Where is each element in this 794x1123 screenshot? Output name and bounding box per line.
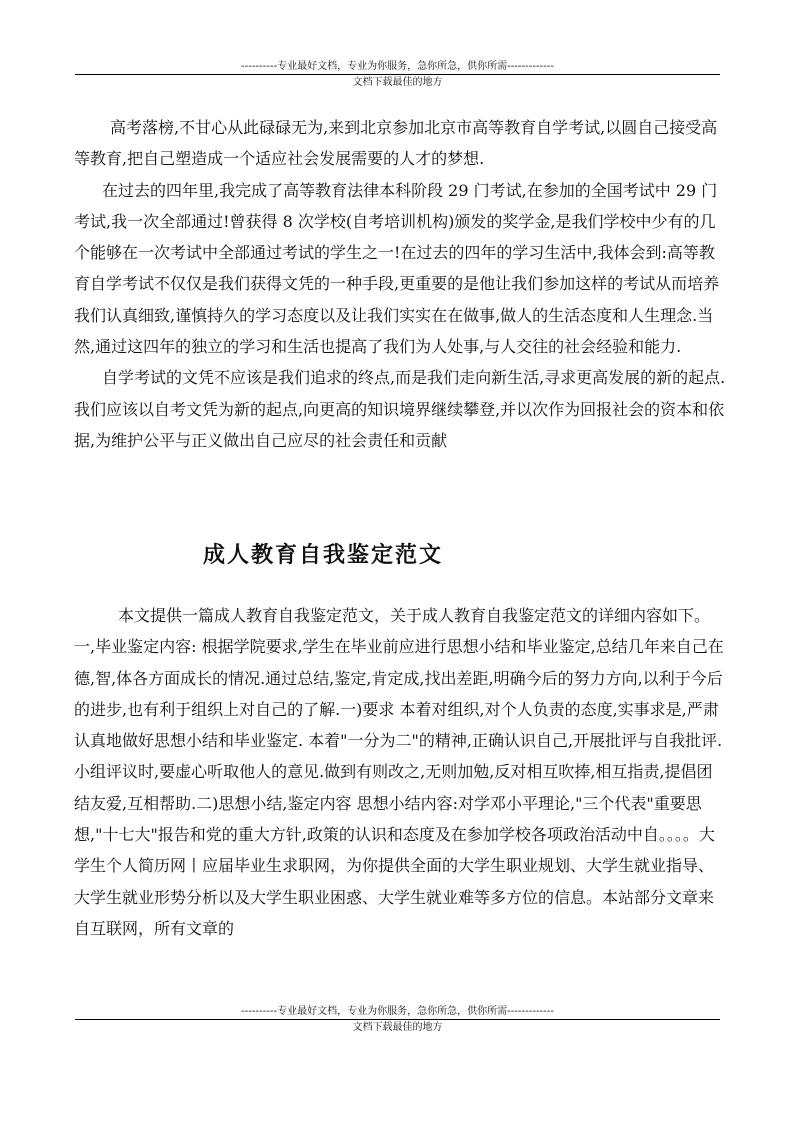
page-footer (75, 1006, 720, 1034)
footer-subtitle: 文档下载最佳的地方 (352, 1022, 443, 1033)
footer-tagline: ----------专业最好文档，专业为你服务，急你所急，供你所需------------- (241, 1006, 554, 1017)
article-paragraph: 本文提供一篇成人教育自我鉴定范文，关于成人教育自我鉴定范文的详细内容如下。一,毕业鉴定内容: 根据学院要求,学生在毕业前应进行思想小结和毕业鉴定,总结几年来自己在德,智,体各方面成长的情况.通过总结,鉴定,肯定成,找出差距,明确今后的努力方向,以利于今后的进步,也有利于组织上对自己的了解.一)要求 本着对组织,对个人负责的态度,实事求是,严肃认真地做好思想小结和毕业鉴定. 本着"一分为二"的精神,正确认识自己,开展批评与自我批评.小组评议时,要虚心听取他人的意见.做到有则改之,无则加勉,反对相互吹捧,相互指责,提倡团结友爱,互相帮助.二)思想小结,鉴定内容 思想小结内容:对学邓小平理论,"三个代表"重要思想,"十七大"报告和党的重大方针,政策的认识和态度及在参加学校各项政治活动中自。。。。大学生个人简历网丨应届毕业生求职网，为你提供全面的大学生职业规划、大学生就业指导、大学生就业形势分析以及大学生职业困惑、大学生就业难等多方位的信息。本站部分文章来自互联网，所有文章的 (74, 606, 724, 938)
intro-section (74, 112, 726, 456)
intro-paragraph-3: 自学考试的文凭不应该是我们追求的终点,而是我们走向新生活,寻求更高发展的新的起点.我们应该以自考文凭为新的起点,向更高的知识境界继续攀登,并以次作为回报社会的资本和依据,为维护公平与正义做出自己应尽的社会责任和贡献 (74, 368, 726, 450)
intro-paragraph-2: 在过去的四年里,我完成了高等教育法律本科阶段 29 门考试,在参加的全国考试中 29 门考试,我一次全部通过!曾获得 8 次学校(自考培训机构)颁发的奖学金,是我们学校中少有的几个能够在一次考试中全部通过考试的学生之一!在过去的四年的学习生活中,我体会到:高等教育自学考试不仅仅是我们获得文凭的一种手段,更重要的是他让我们参加这样的考试从而培养我们认真细致,谨慎持久的学习态度以及让我们实实在在做事,做人的生活态度和人生理念.当然,通过这四年的独立的学习和生活也提高了我们为人处事,与人交往的社会经验和能力. (74, 180, 720, 357)
article-title-text: 成人教育自我鉴定范文 (202, 542, 443, 568)
intro-paragraph-1: 高考落榜,不甘心从此碌碌无为,来到北京参加北京市高等教育自学考试,以圆自己接受高等教育,把自己塑造成一个适应社会发展需要的人才的梦想. (74, 118, 718, 169)
header-tagline: ----------专业最好文档，专业为你服务，急你所急，供你所需------------- (241, 61, 554, 72)
article-title (0, 538, 794, 569)
page-header (75, 61, 720, 89)
article-body (74, 600, 726, 944)
header-subtitle: 文档下载最佳的地方 (352, 77, 443, 88)
